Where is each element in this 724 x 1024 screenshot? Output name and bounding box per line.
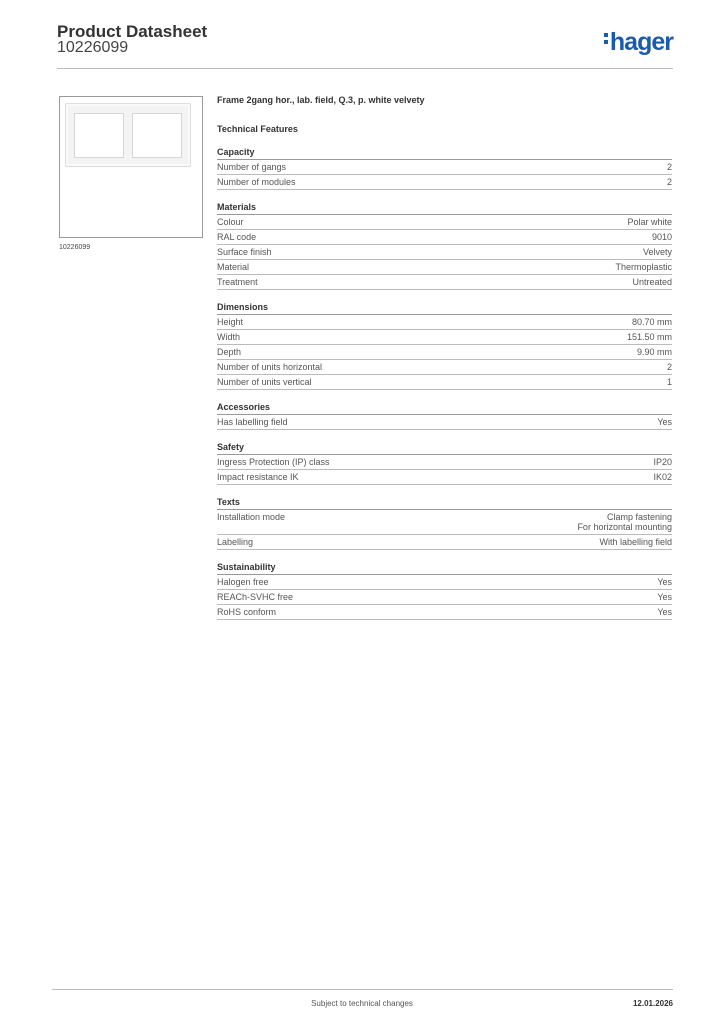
header-divider — [57, 68, 673, 69]
spec-value — [657, 607, 672, 617]
spec-row — [217, 245, 672, 260]
spec-value — [667, 377, 672, 387]
technical-features-heading: Technical Features — [217, 124, 298, 134]
frame-opening-left — [74, 113, 124, 158]
spec-label: Number of units horizontal — [217, 362, 323, 372]
frame-opening-right — [132, 113, 182, 158]
spec-section — [217, 402, 672, 430]
spec-label: Has labelling field — [217, 417, 288, 427]
spec-label: Height — [217, 317, 244, 327]
spec-value-line: Yes — [657, 577, 672, 587]
spec-value-line: 9.90 mm — [636, 347, 672, 357]
spec-label: Width — [217, 332, 241, 342]
spec-row — [217, 345, 672, 360]
spec-label: Labelling — [217, 537, 254, 547]
spec-row — [217, 375, 672, 390]
spec-section — [217, 302, 672, 390]
spec-section — [217, 497, 672, 550]
spec-value-line: IP20 — [653, 457, 672, 467]
spec-value — [667, 162, 672, 172]
spec-value — [627, 332, 672, 342]
spec-value — [653, 472, 672, 482]
spec-label: Material — [217, 262, 250, 272]
spec-label: RoHS conform — [217, 607, 277, 617]
spec-value — [657, 417, 672, 427]
spec-label: Halogen free — [217, 577, 269, 587]
product-image — [59, 96, 203, 238]
spec-value-line: 2 — [666, 177, 672, 187]
spec-section — [217, 147, 672, 190]
spec-row — [217, 360, 672, 375]
spec-value-line: IK02 — [653, 472, 672, 482]
spec-label: Surface finish — [217, 247, 272, 257]
spec-row — [217, 260, 672, 275]
spec-value-line: Thermoplastic — [615, 262, 672, 272]
spec-sections — [217, 147, 672, 620]
spec-section — [217, 202, 672, 290]
spec-label: Colour — [217, 217, 244, 227]
spec-value — [657, 592, 672, 602]
logo-dots-icon — [604, 33, 608, 47]
footer-divider — [52, 989, 673, 990]
spec-row — [217, 315, 672, 330]
spec-value-line: Velvety — [642, 247, 672, 257]
spec-row — [217, 535, 672, 550]
section-heading: Texts — [217, 497, 672, 510]
product-name: Frame 2gang hor., lab. field, Q.3, p. white velvety — [217, 95, 425, 105]
spec-value-line: 2 — [666, 362, 672, 372]
spec-value — [637, 347, 672, 357]
spec-value-line: 1 — [666, 377, 672, 387]
spec-label: Number of gangs — [217, 162, 287, 172]
spec-row — [217, 230, 672, 245]
spec-value-line: Yes — [657, 417, 672, 427]
spec-value-line: Yes — [657, 592, 672, 602]
spec-label: REACh-SVHC free — [217, 592, 294, 602]
spec-label: Ingress Protection (IP) class — [217, 457, 330, 467]
hager-logo — [604, 28, 673, 57]
spec-value — [657, 577, 672, 587]
section-heading: Dimensions — [217, 302, 672, 315]
spec-value-line: Yes — [657, 607, 672, 617]
spec-value — [632, 277, 672, 287]
spec-value-line: Clamp fastening — [606, 512, 672, 522]
spec-value — [627, 217, 672, 227]
spec-value — [643, 247, 672, 257]
section-heading: Safety — [217, 442, 672, 455]
section-heading: Accessories — [217, 402, 672, 415]
spec-row — [217, 415, 672, 430]
spec-row — [217, 455, 672, 470]
spec-row — [217, 590, 672, 605]
spec-value-line: 2 — [666, 162, 672, 172]
spec-label: Treatment — [217, 277, 258, 287]
spec-value — [653, 457, 672, 467]
spec-value-line: Polar white — [627, 217, 672, 227]
spec-value — [652, 232, 672, 242]
spec-value-line: 151.50 mm — [626, 332, 672, 342]
article-number: 10226099 — [57, 39, 129, 56]
spec-row — [217, 575, 672, 590]
spec-value-line: With labelling field — [599, 537, 672, 547]
spec-value — [599, 537, 672, 547]
spec-row — [217, 215, 672, 230]
page-title: Product Datasheet — [57, 22, 208, 41]
spec-row — [217, 510, 672, 535]
spec-value-line: For horizontal mounting — [577, 522, 672, 532]
spec-value-line: Untreated — [632, 277, 672, 287]
spec-value — [615, 262, 672, 272]
spec-value — [667, 362, 672, 372]
spec-value — [632, 317, 672, 327]
spec-row — [217, 605, 672, 620]
spec-row — [217, 175, 672, 190]
footer-note: Subject to technical changes — [311, 999, 413, 1008]
spec-section — [217, 442, 672, 485]
spec-label: Installation mode — [217, 512, 286, 522]
spec-row — [217, 275, 672, 290]
spec-label: RAL code — [217, 232, 257, 242]
spec-value — [577, 512, 672, 532]
spec-section — [217, 562, 672, 620]
spec-label: Depth — [217, 347, 242, 357]
spec-row — [217, 330, 672, 345]
spec-value — [667, 177, 672, 187]
section-heading: Capacity — [217, 147, 672, 160]
spec-value-line: 9010 — [651, 232, 672, 242]
spec-value-line: 80.70 mm — [631, 317, 672, 327]
image-caption: 10226099 — [59, 244, 91, 251]
logo-text: hager — [609, 28, 673, 56]
footer-date: 12.01.2026 — [632, 999, 673, 1008]
frame-2gang-illustration — [65, 103, 191, 167]
spec-label: Number of modules — [217, 177, 296, 187]
spec-row — [217, 160, 672, 175]
spec-row — [217, 470, 672, 485]
datasheet-content — [217, 95, 672, 620]
spec-label: Number of units vertical — [217, 377, 312, 387]
spec-label: Impact resistance IK — [217, 472, 299, 482]
section-heading: Sustainability — [217, 562, 672, 575]
section-heading: Materials — [217, 202, 672, 215]
